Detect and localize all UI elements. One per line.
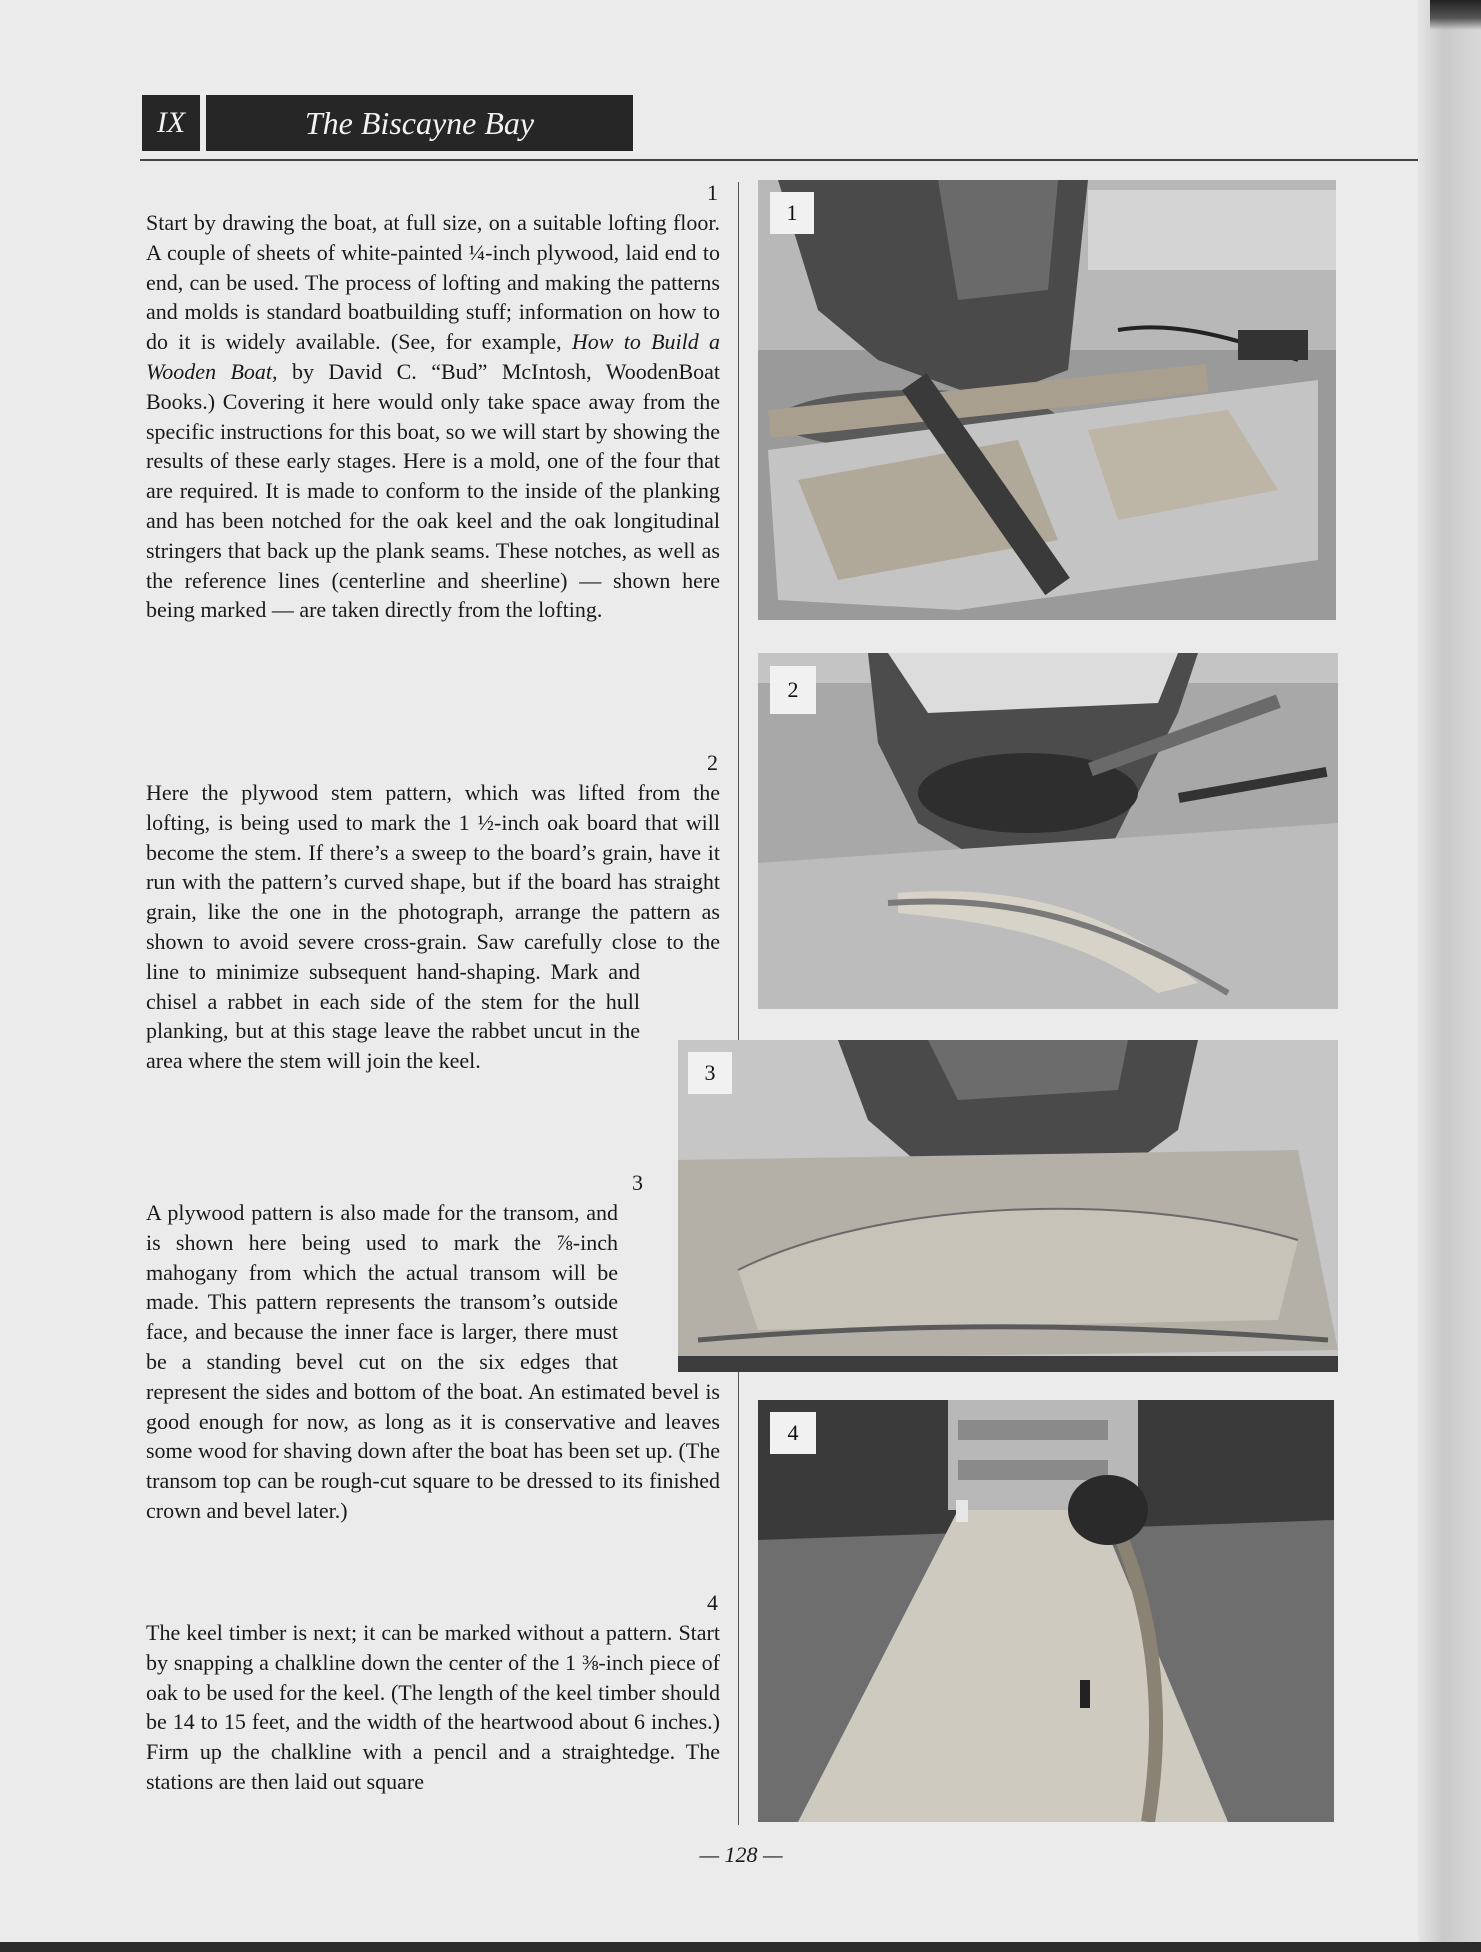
section-paragraph: Start by drawing the boat, at full size, on a suitable lofting floor. A couple of sheets of white-painted ¼-inch plywood, laid end to end, can be used. The process of lofting and making the patterns and molds is standard boatbuilding stuff; information on how to do it is widely available. (See, for example, How to Build a Wooden Boat, by David C. “Bud” McIntosh, WoodenBoat Books.) Covering it here would only take space away from the specific instructions for this boat, so we will start by showing the results of these early stages. Here is a mold, one of the four that are required. It is made to conform to the inside of the planking and has been notched for the oak keel and the oak longitudinal stringers that back up the plank seams. These notches, as well as the reference lines (centerline and sheerline) — shown here being marked — are taken directly from the lofting. bbox=[146, 210, 721, 623]
chapter-title-box: The Biscayne Bay bbox=[206, 95, 633, 151]
photo-label: 3 bbox=[688, 1052, 732, 1094]
page-number: — 128 — bbox=[699, 1842, 783, 1867]
book-title: How to Build a Wooden Boat, bbox=[146, 329, 721, 384]
column-divider bbox=[738, 1370, 739, 1825]
photo-transom-pattern bbox=[678, 1040, 1338, 1372]
photo-keel-timber bbox=[758, 1400, 1334, 1822]
section-paragraph: Here the plywood stem pattern, which was lifted from the lofting, is being used to mark the 1 ½-inch oak board that will become the stem. If there’s a sweep to the board’s grain, have it run with the pattern’s curved shape, but if the board has straight grain, like the one in the photograph, arrange the pattern as shown to avoid severe cross-grain. Saw carefully close to the line to minimize subsequent hand-shaping. Mark and chisel a rabbet in each side of the stem for the hull planking, but at this stage leave the rabbet uncut in the area where the stem will join the keel. bbox=[146, 780, 720, 1074]
section-number: 1 bbox=[707, 180, 718, 205]
section-number: 2 bbox=[707, 750, 718, 775]
photo-label: 2 bbox=[770, 666, 816, 714]
scan-bottom-edge bbox=[0, 1942, 1481, 1952]
column-divider bbox=[738, 182, 739, 1042]
photo-mold-marking bbox=[758, 180, 1336, 620]
section-number: 3 bbox=[632, 1170, 643, 1195]
page-gutter-shadow bbox=[1418, 0, 1481, 1952]
section-number: 4 bbox=[707, 1590, 718, 1615]
chapter-number-box: IX bbox=[142, 95, 200, 151]
scan-corner-shadow bbox=[1430, 0, 1481, 30]
header-rule bbox=[140, 159, 1418, 161]
section-paragraph: A plywood pattern is also made for the transom, and is shown here being used to mark the ⅞-inch mahogany from which the actual transom will be made. This pattern represents the transom’s outside face, and because the inner face is larger, there must be a standing bevel cut on the six edges that represent the sides and bottom of the boat. An estimated bevel is good enough for now, as long as it is conservative and leaves some wood for shaving down after the boat has been set up. (The transom top can be rough-cut square to be dressed to its finished crown and bevel later.) bbox=[146, 1200, 720, 1523]
photo-label: 1 bbox=[770, 192, 814, 234]
photo-label: 4 bbox=[770, 1412, 816, 1454]
section-paragraph: The keel timber is next; it can be marked without a pattern. Start by snapping a chalkline down the center of the 1 ⅜-inch piece of oak to be used for the keel. (The length of the keel timber should be 14 to 15 feet, and the width of the heartwood about 6 inches.) Firm up the chalkline with a pencil and a straightedge. The stations are then laid out square bbox=[146, 1620, 720, 1794]
photo-stem-pattern bbox=[758, 653, 1338, 1009]
